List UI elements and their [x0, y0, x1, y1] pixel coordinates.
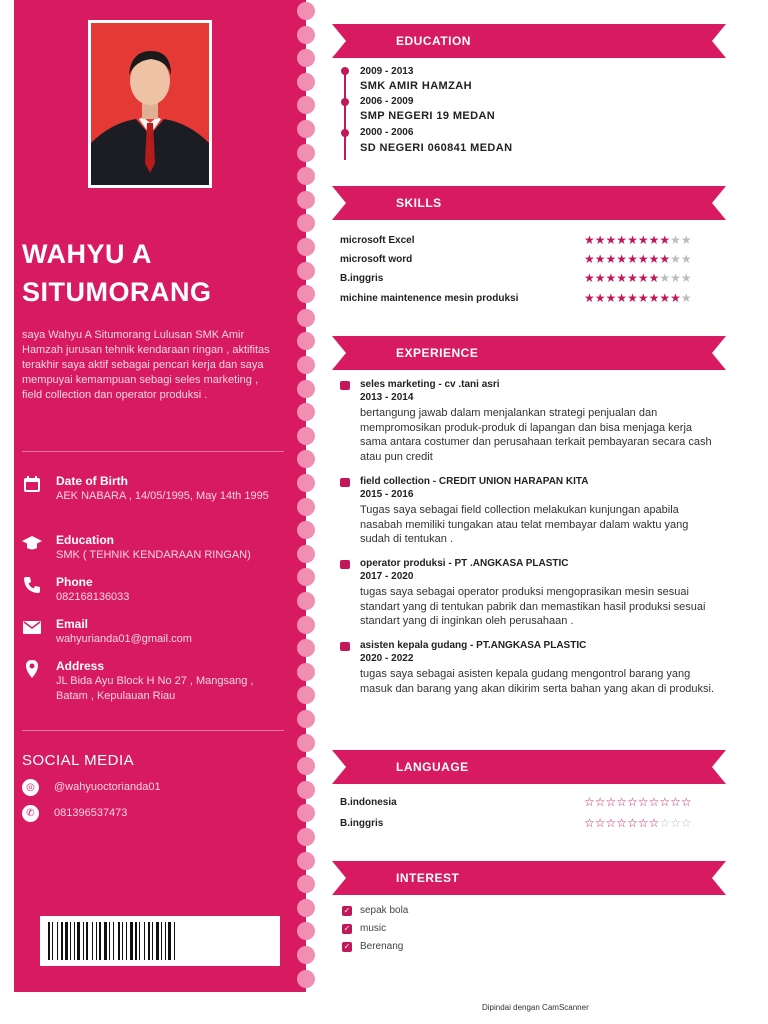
phone-value[interactable]: 082168136033	[56, 591, 130, 603]
social-whatsapp[interactable]	[22, 805, 282, 823]
experience-desc: bertangung jawab dalam menjalankan strategi penjualan dan mempromosikan produk-produk di lapangan dan bisa menjaga kerja sama antara costumer dan perusahaan terkait pembayaran secara cash atau pun credit	[360, 407, 712, 463]
skill-label: B.inggris	[340, 273, 384, 284]
experience-heading: EXPERIENCE	[396, 346, 479, 360]
star-icon: ★	[648, 233, 660, 247]
divider	[22, 451, 284, 452]
star-icon: ☆	[659, 795, 671, 809]
rating-stars	[584, 233, 692, 247]
whatsapp-number: 081396537473	[54, 807, 128, 819]
decorative-dot	[297, 309, 315, 327]
scanner-footer: Dipindai dengan CamScanner	[482, 1003, 589, 1012]
star-icon: ★	[627, 271, 638, 285]
name-line-2: SITUMORANG	[22, 277, 212, 307]
interest-heading: INTEREST	[396, 871, 460, 885]
interest-label: music	[360, 923, 387, 934]
decorative-dot	[297, 427, 315, 445]
experience-banner	[332, 336, 726, 370]
star-icon: ☆	[627, 795, 638, 809]
profile-summary: saya Wahyu A Situmorang Lulusan SMK Amir Hamzah jurusan tehnik kendaraan ringan , aktifitas terakhir saya aktif sebagai pencari kerja dan saya mempuyai kemampuan sebagi seles marketing , field collection dan operator produksi .	[22, 329, 270, 401]
star-icon: ★	[594, 233, 606, 247]
decorative-dots	[297, 0, 317, 1000]
timeline-dot	[341, 98, 349, 106]
rating-stars	[584, 291, 692, 305]
education-school: SD NEGERI 060841 MEDAN	[360, 142, 513, 154]
language-label: B.indonesia	[340, 797, 397, 808]
skill-row	[340, 254, 730, 270]
skill-label: michine maintenence mesin produksi	[340, 293, 519, 304]
decorative-dot	[297, 686, 315, 704]
experience-desc: Tugas saya sebagai field collection melakukan kunjungan apabila nasabah memiliki tungakan atau telat membayar dalam waktu yang sudah di tentukan .	[360, 504, 689, 545]
decorative-dot	[297, 2, 315, 20]
decorative-dot	[297, 73, 315, 91]
timeline-dot	[341, 67, 349, 75]
address-value: JL Bida Ayu Block H No 27 , Mangsang , Batam , Kepulauan Riau	[56, 675, 254, 702]
star-icon: ★	[637, 252, 649, 266]
education-school: SMP NEGERI 19 MEDAN	[360, 110, 496, 122]
star-icon: ☆	[605, 795, 617, 809]
checkbox-icon: ✓	[343, 942, 351, 951]
star-icon: ☆	[659, 816, 671, 830]
star-icon: ★	[680, 233, 692, 247]
star-icon: ★	[594, 252, 606, 266]
star-icon: ★	[670, 291, 681, 305]
decorative-dot	[297, 521, 315, 539]
interest-item	[342, 941, 542, 955]
calendar-icon	[22, 474, 42, 494]
star-icon: ★	[670, 233, 681, 247]
skills-banner	[332, 186, 726, 220]
star-icon: ★	[648, 252, 660, 266]
experience-year: 2017 - 2020	[360, 571, 414, 582]
decorative-dot	[297, 922, 315, 940]
decorative-dot	[297, 592, 315, 610]
star-icon: ☆	[637, 816, 649, 830]
decorative-dot	[297, 663, 315, 681]
star-icon: ☆	[670, 816, 681, 830]
decorative-dot	[297, 899, 315, 917]
star-icon: ☆	[594, 816, 606, 830]
skill-label: microsoft word	[340, 254, 413, 265]
mail-icon	[22, 617, 42, 637]
decorative-dot	[297, 616, 315, 634]
decorative-dot	[297, 26, 315, 44]
skill-row	[340, 235, 730, 251]
star-icon: ★	[648, 271, 660, 285]
star-icon: ☆	[680, 795, 692, 809]
decorative-dot	[297, 828, 315, 846]
left-panel	[14, 0, 306, 992]
experience-year: 2013 - 2014	[360, 392, 414, 403]
star-icon: ★	[584, 233, 595, 247]
star-icon: ★	[680, 291, 692, 305]
phone-icon	[22, 575, 42, 595]
education-year: 2009 - 2013	[360, 66, 414, 77]
interest-item	[342, 923, 542, 937]
education-year: 2000 - 2006	[360, 127, 414, 138]
skills-heading: SKILLS	[396, 196, 442, 210]
social-media-title: SOCIAL MEDIA	[22, 752, 135, 769]
star-icon: ☆	[584, 816, 595, 830]
experience-title: field collection - CREDIT UNION HARAPAN KITA	[360, 476, 589, 487]
star-icon: ★	[659, 252, 671, 266]
checkbox-icon: ✓	[343, 906, 351, 915]
dob-title: Date of Birth	[56, 474, 128, 488]
star-icon: ★	[605, 233, 617, 247]
star-icon: ★	[605, 291, 617, 305]
star-icon: ★	[594, 271, 606, 285]
address-title: Address	[56, 659, 105, 673]
education-value: SMK ( TEHNIK KENDARAAN RINGAN)	[56, 549, 251, 561]
decorative-dot	[297, 120, 315, 138]
briefcase-icon	[340, 478, 350, 487]
language-row	[340, 818, 730, 834]
education-year: 2006 - 2009	[360, 96, 414, 107]
star-icon: ☆	[637, 795, 649, 809]
education-school: SMK AMIR HAMZAH	[360, 80, 472, 92]
star-icon: ★	[670, 252, 681, 266]
star-icon: ★	[627, 291, 638, 305]
checkbox-icon: ✓	[343, 924, 351, 933]
instagram-icon: ◎	[22, 779, 39, 796]
star-icon: ★	[605, 271, 617, 285]
decorative-dot	[297, 710, 315, 728]
briefcase-icon	[340, 642, 350, 651]
star-icon: ☆	[584, 795, 595, 809]
decorative-dot	[297, 946, 315, 964]
dob-value: AEK NABARA , 14/05/1995, May 14th 1995	[56, 490, 269, 502]
star-icon: ★	[584, 271, 595, 285]
briefcase-icon	[340, 560, 350, 569]
skill-row	[340, 293, 730, 309]
email-value[interactable]: wahyurianda01@gmail.com	[56, 633, 192, 645]
star-icon: ☆	[605, 816, 617, 830]
rating-stars	[584, 271, 692, 285]
candidate-name	[22, 235, 292, 311]
decorative-dot	[297, 781, 315, 799]
decorative-dot	[297, 734, 315, 752]
decorative-dot	[297, 380, 315, 398]
briefcase-icon	[340, 381, 350, 390]
divider	[22, 730, 284, 731]
decorative-dot	[297, 450, 315, 468]
interest-label: Berenang	[360, 941, 404, 952]
decorative-dot	[297, 191, 315, 209]
star-icon: ★	[627, 233, 638, 247]
star-icon: ☆	[670, 795, 681, 809]
star-icon: ☆	[680, 816, 692, 830]
experience-desc: tugas saya sebagai operator produksi mengoprasikan mesin sesuai standart yang di tentukan pabrik dan memastikan hasil produksi sesuai standart yang di inginkan oleh perusahaan .	[360, 586, 706, 627]
decorative-dot	[297, 144, 315, 162]
experience-title: seles marketing - cv .tani asri	[360, 379, 500, 390]
decorative-dot	[297, 332, 315, 350]
star-icon: ★	[584, 252, 595, 266]
interest-label: sepak bola	[360, 905, 409, 916]
decorative-dot	[297, 545, 315, 563]
star-icon: ★	[637, 271, 649, 285]
experience-year: 2015 - 2016	[360, 489, 414, 500]
profile-photo	[88, 20, 212, 188]
language-row	[340, 797, 730, 813]
star-icon: ★	[627, 252, 638, 266]
decorative-dot	[297, 875, 315, 893]
graduation-cap-icon	[22, 533, 42, 553]
education-banner	[332, 24, 726, 58]
star-icon: ★	[648, 291, 660, 305]
star-icon: ★	[605, 252, 617, 266]
name-line-1: WAHYU A	[22, 239, 152, 269]
decorative-dot	[297, 852, 315, 870]
star-icon: ☆	[616, 795, 628, 809]
decorative-dot	[297, 49, 315, 67]
star-icon: ☆	[627, 816, 638, 830]
decorative-dot	[297, 214, 315, 232]
star-icon: ★	[680, 271, 692, 285]
decorative-dot	[297, 474, 315, 492]
star-icon: ★	[616, 291, 628, 305]
star-icon: ★	[616, 233, 628, 247]
star-icon: ★	[659, 271, 671, 285]
experience-title: asisten kepala gudang - PT.ANGKASA PLASTIC	[360, 640, 587, 651]
star-icon: ★	[637, 291, 649, 305]
experience-year: 2020 - 2022	[360, 653, 414, 664]
interest-banner	[332, 861, 726, 895]
language-banner	[332, 750, 726, 784]
decorative-dot	[297, 356, 315, 374]
timeline-line	[344, 70, 346, 160]
decorative-dot	[297, 804, 315, 822]
star-icon: ☆	[648, 816, 660, 830]
star-icon: ★	[616, 252, 628, 266]
language-label: B.inggris	[340, 818, 384, 829]
star-icon: ★	[616, 271, 628, 285]
star-icon: ★	[659, 233, 671, 247]
decorative-dot	[297, 639, 315, 657]
star-icon: ☆	[594, 795, 606, 809]
decorative-dot	[297, 285, 315, 303]
decorative-dot	[297, 970, 315, 988]
decorative-dot	[297, 498, 315, 516]
experience-desc: tugas saya sebagai asisten kepala gudang mengontrol barang yang masuk dan barang yang akan dikirim serta bahan yang akan di produksi.	[360, 668, 715, 695]
skill-row	[340, 273, 730, 289]
star-icon: ★	[594, 291, 606, 305]
star-icon: ★	[680, 252, 692, 266]
star-icon: ★	[670, 271, 681, 285]
decorative-dot	[297, 238, 315, 256]
rating-stars	[584, 816, 692, 830]
star-icon: ★	[659, 291, 671, 305]
decorative-dot	[297, 96, 315, 114]
rating-stars	[584, 795, 692, 809]
rating-stars	[584, 252, 692, 266]
star-icon: ★	[637, 233, 649, 247]
decorative-dot	[297, 403, 315, 421]
interest-item	[342, 905, 542, 919]
education-heading: EDUCATION	[396, 34, 471, 48]
star-icon: ☆	[648, 795, 660, 809]
education-title: Education	[56, 533, 115, 547]
decorative-dot	[297, 757, 315, 775]
location-pin-icon	[22, 659, 42, 679]
decorative-dot	[297, 568, 315, 586]
language-heading: LANGUAGE	[396, 760, 469, 774]
whatsapp-icon: ✆	[22, 805, 39, 822]
experience-title: operator produksi - PT .ANGKASA PLASTIC	[360, 558, 569, 569]
decorative-dot	[297, 262, 315, 280]
social-instagram[interactable]	[22, 779, 282, 797]
star-icon: ☆	[616, 816, 628, 830]
star-icon: ★	[584, 291, 595, 305]
phone-title: Phone	[56, 575, 93, 589]
timeline-dot	[341, 129, 349, 137]
decorative-dot	[297, 167, 315, 185]
instagram-handle: @wahyuoctorianda01	[54, 781, 161, 793]
barcode	[40, 916, 280, 966]
email-title: Email	[56, 617, 89, 631]
skill-label: microsoft Excel	[340, 235, 415, 246]
